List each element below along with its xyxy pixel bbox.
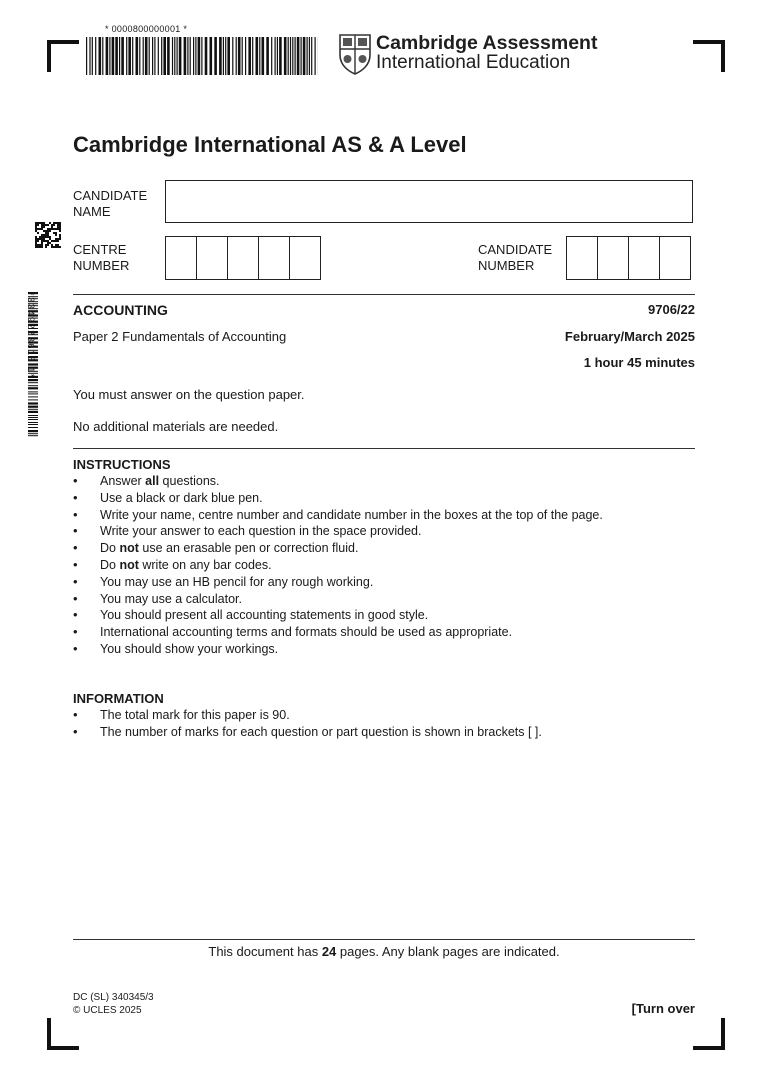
instruction-item: • You may use a calculator.	[73, 591, 603, 608]
information-list	[73, 707, 542, 741]
candidate-number-box[interactable]	[566, 236, 598, 280]
corner-mark-top-right	[693, 40, 725, 72]
instruction-item: • Write your answer to each question in the space provided.	[73, 523, 603, 540]
candidate-number-box[interactable]	[628, 236, 660, 280]
instruction-item: • International accounting terms and formats should be used as appropriate.	[73, 624, 603, 641]
cambridge-shield-icon	[338, 33, 372, 75]
instruction-item: • Answer all questions.	[73, 473, 603, 490]
dc-code: DC (SL) 340345/3	[73, 992, 154, 1003]
information-item: • The number of marks for each question or part question is shown in brackets [ ].	[73, 724, 542, 741]
instruction-item: • Do not use an erasable pen or correction fluid.	[73, 540, 603, 557]
corner-mark-top-left	[47, 40, 79, 72]
paper-name: Paper 2 Fundamentals of Accounting	[73, 329, 287, 344]
barcode	[86, 37, 318, 75]
instruction-item: • Do not write on any bar codes.	[73, 557, 603, 574]
exam-duration: 1 hour 45 minutes	[583, 355, 695, 370]
document-code	[73, 991, 154, 1017]
logo-text	[376, 33, 597, 73]
information-item: • The total mark for this paper is 90.	[73, 707, 542, 724]
candidate-number-box[interactable]	[597, 236, 629, 280]
centre-number-label: CENTRE NUMBER	[73, 242, 130, 273]
instruction-item: • You may use an HB pencil for any rough working.	[73, 574, 603, 591]
corner-mark-bottom-right	[693, 1018, 725, 1050]
instructions-list	[73, 473, 603, 658]
centre-number-box[interactable]	[258, 236, 290, 280]
corner-mark-bottom-left	[47, 1018, 79, 1050]
centre-number-box[interactable]	[196, 236, 228, 280]
qr-code	[35, 222, 61, 248]
instruction-item: • You should show your workings.	[73, 641, 603, 658]
centre-number-box[interactable]	[227, 236, 259, 280]
materials-note: No additional materials are needed.	[73, 419, 279, 434]
answer-note: You must answer on the question paper.	[73, 387, 305, 402]
subject-title: ACCOUNTING	[73, 302, 168, 318]
page-count-note: This document has 24 pages. Any blank pages are indicated.	[208, 944, 560, 959]
logo-line-1: Cambridge Assessment	[376, 32, 598, 54]
barcode-number: * 0000800000001 *	[105, 24, 188, 34]
candidate-name-field[interactable]	[165, 180, 693, 223]
centre-number-box[interactable]	[165, 236, 197, 280]
candidate-number-box[interactable]	[659, 236, 691, 280]
instruction-item: • Write your name, centre number and candidate number in the boxes at the top of the page.	[73, 507, 603, 524]
footer-divider	[73, 939, 695, 940]
turn-over-label: [Turn over	[631, 1001, 695, 1016]
exam-session: February/March 2025	[564, 329, 695, 344]
qualification-title: Cambridge International AS & A Level	[73, 132, 467, 157]
paper-code: 9706/22	[648, 302, 695, 317]
instructions-heading: INSTRUCTIONS	[73, 457, 171, 472]
side-barcode-number: *3349223618 1*	[26, 292, 36, 379]
instruction-item: • You should present all accounting statements in good style.	[73, 607, 603, 624]
divider	[73, 294, 695, 295]
candidate-number-field[interactable]	[566, 236, 691, 280]
instruction-item: • Use a black or dark blue pen.	[73, 490, 603, 507]
candidate-number-label: CANDIDATE NUMBER	[478, 242, 553, 273]
information-heading: INFORMATION	[73, 691, 164, 706]
logo-line-2: International Education	[376, 52, 571, 73]
candidate-name-label: CANDIDATE NAME	[73, 188, 148, 219]
copyright: © UCLES 2025	[73, 1005, 142, 1016]
centre-number-field[interactable]	[165, 236, 321, 280]
centre-number-box[interactable]	[289, 236, 321, 280]
divider	[73, 448, 695, 449]
